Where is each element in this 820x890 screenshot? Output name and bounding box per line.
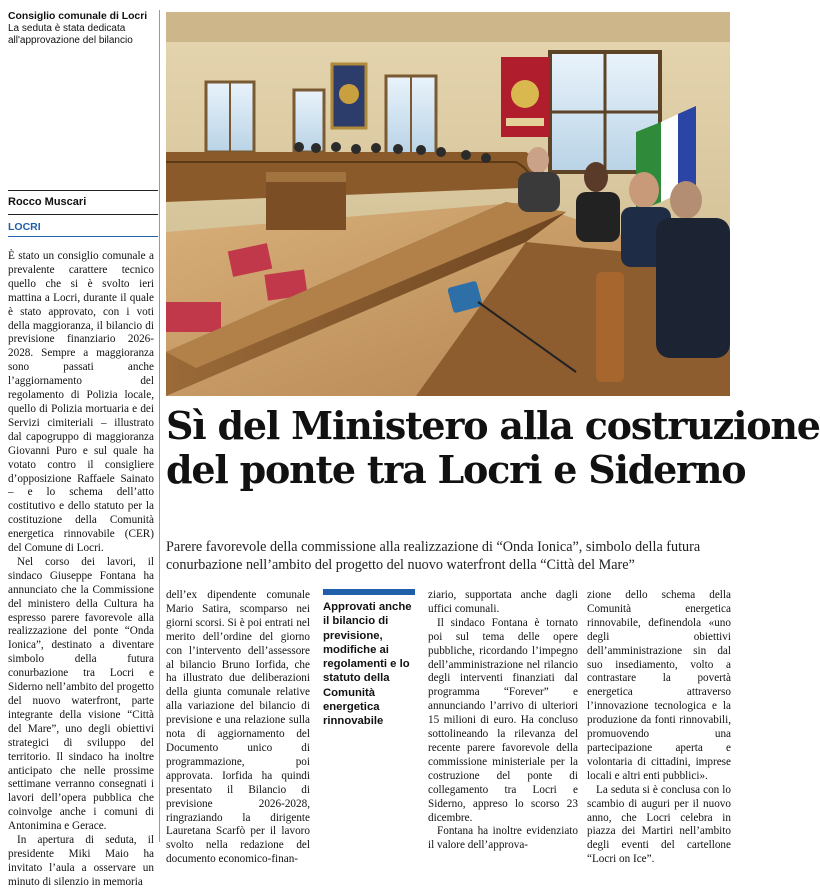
divider: [8, 236, 158, 237]
paragraph: dell’ex dipendente comunale Mario Satira, scomparso nei giorni scorsi. Si è poi entrati nel merito dell’ordine del giorno con l’intervento dell’assessore al bilancio Bruno Iorfida, che ha illustrato due deliberazioni della giunta comunale relative alla variazione del bilancio di previsione e una relazione sulla nota di aggiornamento del Documento unico di programmazione, poi approvata. Iorfida ha quindi presentato il Bilancio di previsione 2026-2028, ringraziando la dirigente Lauretana Scarfò per il lavoro svolto nella redazione del documento economico-finan-: [166, 589, 310, 866]
pull-quote: Approvati anche il bilancio di previsione, modifiche ai regolamenti e lo statuto della Comunità energetica rinnovabile: [323, 601, 412, 728]
paragraph: La seduta si è conclusa con lo scambio di auguri per il nuovo anno, che Locri celebra in piazza dei Martiri nell’ambito degli eventi del cartellone “Locri on Ice”.: [587, 783, 731, 866]
divider: [8, 190, 158, 191]
divider: [8, 214, 158, 215]
paragraph: È stato un consiglio comunale a prevalente carattere tecnico quello che si è svolto ieri mattina a Locri, durante il quale è stato approvato, con i voti della maggioranza, il bilancio di previsione finanziario 2026-2028. Sempre a maggioranza sono passati anche l’aggiornamento del regolamento di Polizia locale, quello di Polizia mortuaria e dei Servizi cimiteriali – illustrato dal capogruppo di maggioranza Giovanni Puro e sul quale ha votato contro il consigliere d’opposizione Raffaele Sainato – e lo schema dell’atto costitutivo e dello statuto per la costituzione della Comunità energetica rinnovabile (CER) del Comune di Locri.: [8, 250, 154, 555]
paragraph: Il sindaco Fontana è tornato poi sul tema delle opere pubbliche, ricordando l’impegno dell’amministrazione nel rilancio degli interventi finanziati dal programma “Forever” e annunciando l’arrivo di ulteriori 15 milioni di euro. Ha concluso sottolineando la rilevanza del recente parere favorevole della commissione ministeriale per la costruzione del ponte di collegamento tra Locri e Siderno, appreso lo scorso 23 dicembre.: [428, 616, 578, 824]
sidebar-subtitle: La seduta è stata dedicata all'approvazione del bilancio: [8, 23, 133, 46]
article-column-3: [428, 589, 578, 853]
paragraph: zione dello schema della Comunità energetica rinnovabile, definendola «uno degli obiettivi dell’amministrazione sin dal suo insediamento, volto a contrastare la povertà energetica attraverso l’innovazione tecnologica e la produzione da fonti rinnovabili, promuovendo una partecipazione aperta e volontaria di cittadini, imprese locali e altri enti pubblici».: [587, 589, 731, 782]
author-name: Rocco Muscari: [8, 196, 87, 208]
paragraph: Fontana ha inoltre evidenziato il valore dell’approva-: [428, 825, 578, 852]
column-divider: [159, 10, 160, 842]
subheadline: Parere favorevole della commissione alla realizzazione di “Onda Ionica”, simbolo della futura conurbazione nell’ambito del progetto del nuovo waterfront della “Città del Mare”: [166, 539, 701, 573]
paragraph: Nel corso dei lavori, il sindaco Giuseppe Fontana ha annunciato che la Commissione del ministero della Cultura ha espresso parere favorevole alla realizzazione del ponte “Onda Ionica”, destinato a diventare simbolo della futura conurbazione tra Locri e Siderno nell’ambito del progetto del nuovo waterfront, parte integrante della visione “Città del Mare”, uno degli obiettivi strategici di sviluppo del territorio. Il sindaco ha inoltre anticipato che nelle prossime settimane verranno consegnati i lavori dell’opera pubblica che coinvolge anche i comuni di Antonimina e Gerace.: [8, 555, 154, 833]
council-chamber-photo: [166, 12, 730, 396]
paragraph: In apertura di seduta, il presidente Miki Maio ha invitato l’aula a osservare un minuto di silenzio in memoria: [8, 834, 154, 888]
article-column-1: [8, 250, 154, 890]
article-column-4: [587, 589, 731, 867]
sidebar-title: Consiglio comunale di Locri: [8, 11, 148, 22]
headline-line-2: del ponte tra Locri e Siderno: [166, 447, 746, 492]
pull-quote-bar: [323, 589, 415, 595]
headline: [166, 403, 820, 492]
headline-line-1: Sì del Ministero alla costruzione: [166, 403, 820, 448]
article-column-2: [166, 589, 310, 867]
location-tag: LOCRI: [8, 221, 41, 233]
paragraph: ziario, supportata anche dagli uffici comunali.: [428, 589, 578, 615]
